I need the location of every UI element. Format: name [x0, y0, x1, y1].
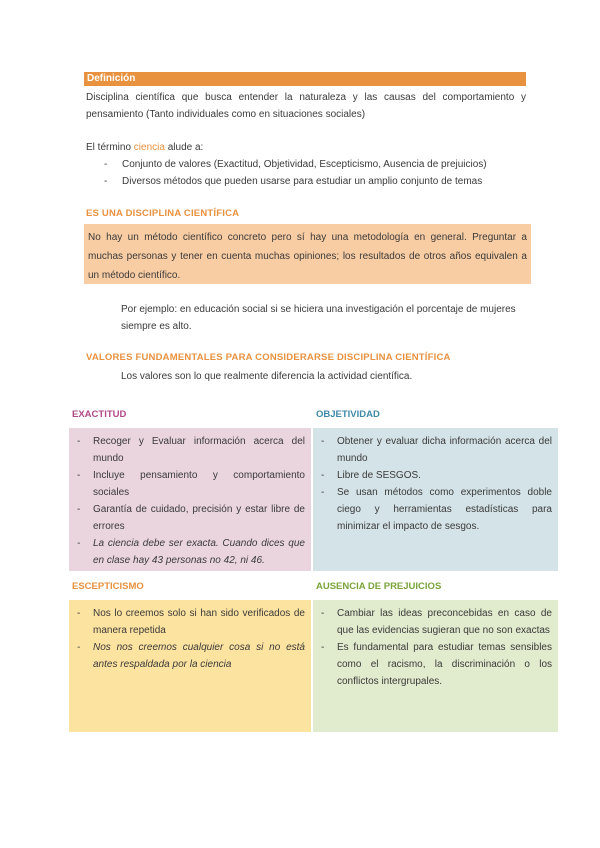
- exactitud-title: EXACTITUD: [72, 409, 127, 420]
- ausencia-title: AUSENCIA DE PREJUICIOS: [316, 581, 442, 592]
- objetividad-title: OBJETIVIDAD: [316, 409, 380, 420]
- ausencia-list: [313, 605, 552, 690]
- termino-word: ciencia: [133, 142, 165, 153]
- list-item: - Nos lo creemos solo si han sido verificados de manera repetida: [69, 605, 305, 639]
- termino-line: [86, 139, 526, 156]
- list-item: - Cambiar las ideas preconcebidas en caso de que las evidencias sugieran que no son exactas: [313, 605, 552, 639]
- list-item: - Incluye pensamiento y comportamiento sociales: [69, 467, 305, 501]
- ausencia-box: [313, 600, 558, 732]
- list-item: - Recoger y Evaluar información acerca del mundo: [69, 433, 305, 467]
- definicion-text: Disciplina científica que busca entender la naturaleza y las causas del comportamiento y pensamiento (Tanto individuales como en situaciones sociales): [86, 92, 526, 120]
- exactitud-box: [69, 428, 311, 571]
- list-item: - Garantía de cuidado, precisión y estar libre de errores: [69, 501, 305, 535]
- list-item: - Es fundamental para estudiar temas sensibles como el racismo, la discriminación o los conflictos intergrupales.: [313, 639, 552, 690]
- disciplina-box: No hay un método científico concreto pero sí hay una metodología en general. Preguntar a muchas personas y tener en cuenta muchas opiniones; los resultados de otros años equivalen a un método científico.: [84, 224, 531, 284]
- objetividad-list: [313, 433, 552, 535]
- list-item: - Libre de SESGOS.: [313, 467, 552, 484]
- valores-intro: Los valores son lo que realmente diferencia la actividad científica.: [121, 371, 413, 382]
- list-item: - Nos nos creemos cualquier cosa si no está antes respaldada por la ciencia: [69, 639, 305, 673]
- list-item: - Conjunto de valores (Exactitud, Objetividad, Escepticismo, Ausencia de prejuicios): [86, 156, 526, 173]
- disciplina-heading: ES UNA DISCIPLINA CIENTÍFICA: [86, 208, 240, 219]
- termino-prefix: El término: [86, 142, 132, 153]
- escepticismo-list: [69, 605, 305, 673]
- escepticismo-title: ESCEPTICISMO: [72, 581, 144, 592]
- list-item: - Diversos métodos que pueden usarse para estudiar un amplio conjunto de temas: [86, 173, 526, 190]
- escepticismo-box: [69, 600, 311, 732]
- list-item: - La ciencia debe ser exacta. Cuando dices que en clase hay 43 personas no 42, ni 46.: [69, 535, 305, 569]
- list-item: - Obtener y evaluar dicha información acerca del mundo: [313, 433, 552, 467]
- termino-list: [86, 156, 526, 190]
- disciplina-example: Por ejemplo: en educación social si se hiciera una investigación el porcentaje de mujeres siempre es alto.: [121, 304, 516, 332]
- valores-heading: VALORES FUNDAMENTALES PARA CONSIDERARSE DISCIPLINA CIENTÍFICA: [86, 352, 451, 363]
- exactitud-list: [69, 433, 305, 569]
- definicion-title: Definición: [84, 72, 526, 86]
- list-item: - Se usan métodos como experimentos doble ciego y herramientas estadísticas para minimizar el impacto de sesgos.: [313, 484, 552, 535]
- termino-suffix: alude a:: [167, 142, 204, 153]
- objetividad-box: [313, 428, 558, 571]
